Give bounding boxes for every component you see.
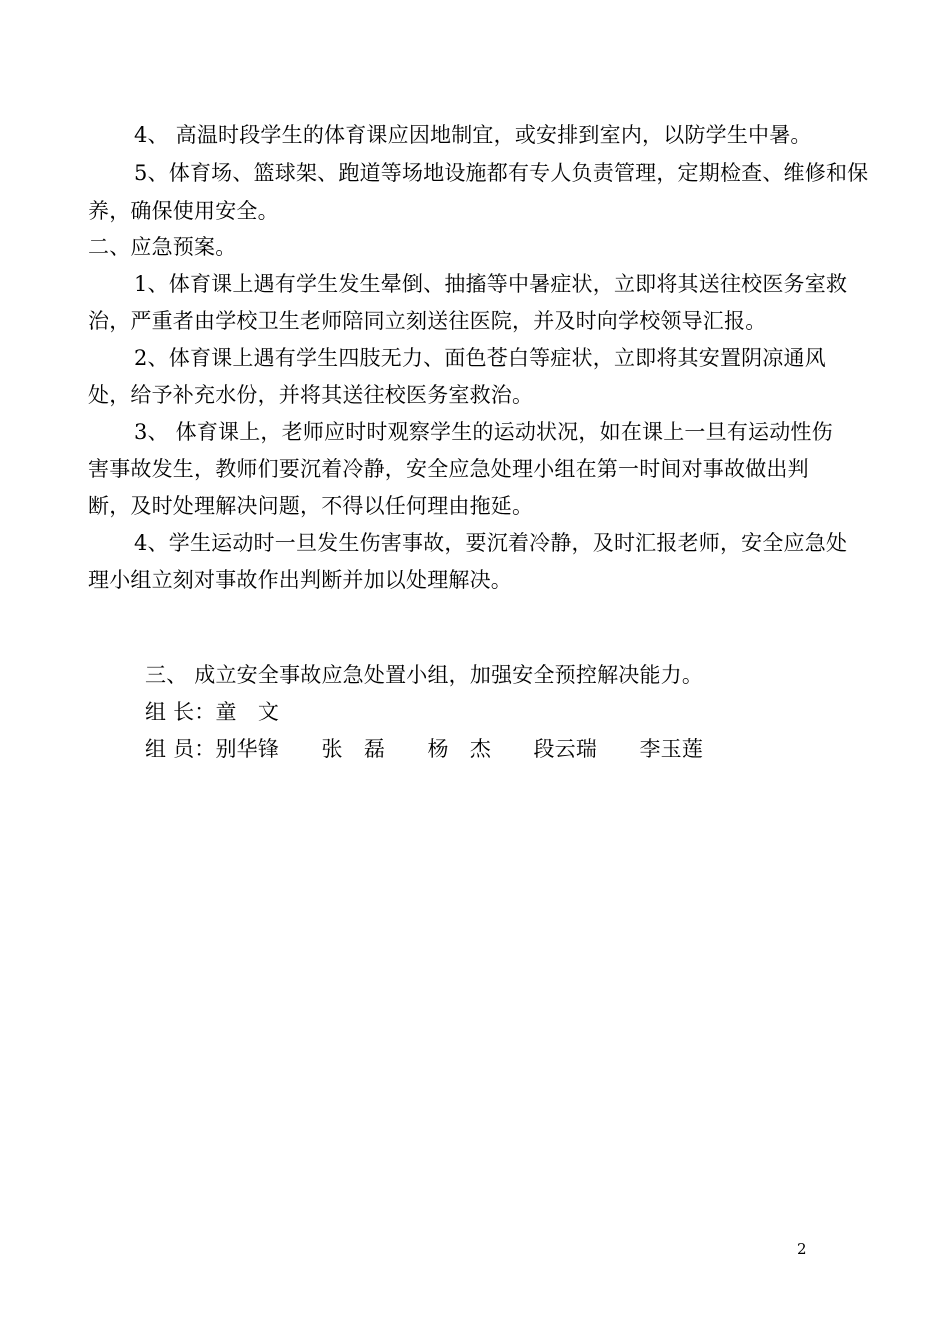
paragraph-line: 2、体育课上遇有学生四肢无力、面色苍白等症状，立即将其安置阴凉通风 [134,346,826,370]
paragraph-line: 1、体育课上遇有学生发生晕倒、抽搐等中暑症状，立即将其送往校医务室救 [134,272,848,296]
paragraph-line: 治，严重者由学校卫生老师陪同立刻送往医院，并及时向学校领导汇报。 [88,309,767,333]
paragraph-line: 处，给予补充水份，并将其送往校医务室救治。 [88,383,534,407]
paragraph-line: 断，及时处理解决问题，不得以任何理由拖延。 [88,494,534,518]
team-leader: 组 长：童 文 [145,700,280,724]
team-heading: 三、 成立安全事故应急处置小组，加强安全预控解决能力。 [145,663,704,687]
page-number: 2 [797,1240,807,1258]
paragraph-line: 理小组立刻对事故作出判断并加以处理解决。 [88,568,512,592]
paragraph-line: 4、 高温时段学生的体育课应因地制宜，或安排到室内，以防学生中暑。 [134,123,812,147]
team-members: 组 员：别华锋 张 磊 杨 杰 段云瑞 李玉莲 [145,737,704,761]
paragraph-line: 3、 体育课上，老师应时时观察学生的运动状况，如在课上一旦有运动性伤 [134,420,833,444]
paragraph-line: 5、体育场、篮球架、跑道等场地设施都有专人负责管理，定期检查、维修和保 [134,161,869,185]
section-heading: 二、应急预案。 [88,235,237,259]
paragraph-line: 害事故发生，教师们要沉着冷静，安全应急处理小组在第一时间对事故做出判 [88,457,809,481]
paragraph-line: 4、学生运动时一旦发生伤害事故，要沉着冷静，及时汇报老师，安全应急处 [134,531,848,555]
paragraph-line: 养，确保使用安全。 [88,199,279,223]
